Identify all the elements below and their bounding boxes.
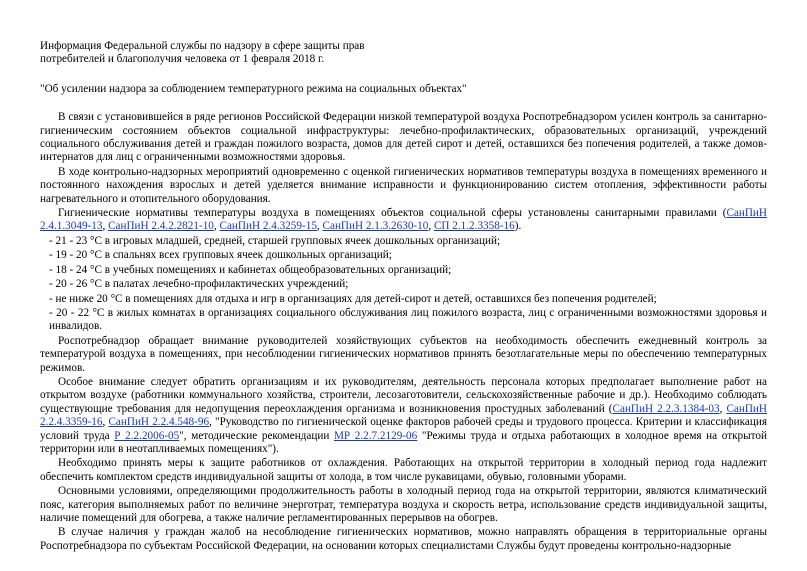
separator: , (213, 220, 220, 233)
paragraph-2: В ходе контрольно-надзорных мероприятий одновременно с оценкой гигиенических нормативов температуры воздуха в помещениях временного и постоянного нахождения взрослых и детей уделяется внимание исправности и функционированию систем отопления, эффективности работы нагревательного и отопительного оборудования. (40, 165, 767, 205)
link-r-2-2-2006-05[interactable]: Р 2.2.2006-05 (114, 429, 180, 442)
list-item: - 20 - 26 °С в палатах лечебно-профилактических учреждений; (49, 278, 349, 291)
document-title: "Об усилении надзора за соблюдением температурного режима на социальных объектах" (40, 82, 467, 95)
link-sp-2-1-2-3358-16[interactable]: СП 2.1.2.3358-16 (433, 220, 515, 233)
link-mr-2-2-7-2129-06[interactable]: МР 2.2.7.2129-06 (333, 429, 418, 442)
link-sanpin-2-2-3-1384-03[interactable]: СанПиН 2.2.3.1384-03 (612, 402, 720, 415)
paragraph-1: В связи с установившейся в ряде регионов Российской Федерации низкой температурой воздуха Роспотребнадзором усилен контроль за санитарно-гигиеническим состоянием объектов социальной инфраструктуры: лечебно-профилактических, образовательных организаций, учреждений социального обслуживания детей и граждан пожилого возраста, домов для детей сирот и детей, оставшихся без попечения родителей, а также домов-интернатов для лиц с ограниченными возможностями здоровья. (40, 111, 767, 164)
separator: , (719, 402, 727, 415)
list-item: - не ниже 20 °С в помещениях для отдыха и игр в организациях для детей-сирот и детей, оставшихся без попечения родителей; (49, 292, 657, 305)
paragraph-8: В случае наличия у граждан жалоб на несоблюдение гигиенических нормативов, можно направлять обращения в территориальные органы Роспотребнадзора по субъектам Российской Федерации, на основании которых специалистами Службы будут проведены контрольно-надзорные (40, 526, 767, 552)
link-sanpin-2-1-3-2630-10[interactable]: СанПиН 2.1.3.2630-10 (322, 220, 429, 233)
paragraph-4: Роспотребнадзор обращает внимание руководителей хозяйствующих субъектов на необходимость обеспечить ежедневный контроль за температурой воздуха в помещениях, при несоблюдении гигиенических нормативов принять безотлагательные меры по обеспечению температурных режимов. (40, 334, 767, 374)
temperature-norms-list (40, 235, 767, 334)
list-item: - 18 - 24 °С в учебных помещениях и кабинетах общеобразовательных организаций; (49, 263, 452, 276)
paragraph-5-text: Особое внимание следует обратить организациям и их руководителям, деятельность персонала которых предполагает выполнение работ на открытом воздухе (работники коммунального хозяйства, строители, лесозаготовители, сельскохозяйственные рабочие и др.). Необходимо соблюдать существующие требования для недопущения переохлаждения организма и возникновения простудных заболеваний ( (40, 375, 767, 415)
paragraph-3-text: Гигиенические нормативы температуры воздуха в помещениях объектов социальной сферы установлены санитарными правилами ( (58, 207, 727, 220)
paragraph-6: Необходимо принять меры к защите работников от охлаждения. Работающих на открытой территории в холодный период года надлежит обеспечить комплектом средств индивидуальной защиты от холода, в том числе рукавицами, обувью, головными уборами. (40, 457, 767, 483)
link-sanpin-2-4-2-2821-10[interactable]: СанПиН 2.4.2.2821-10 (108, 220, 214, 233)
paragraph-5 (40, 376, 767, 456)
header-line-2: потребителей и благополучия человека от 1 февраля 2018 г. (40, 53, 325, 66)
paragraph-3-end: ). (514, 220, 522, 233)
paragraph-5-end: "Режимы труда и отдыха работающих в холодное время на открытой территории или в неотапливаемых помещениях"). (40, 429, 767, 455)
separator: , (102, 220, 109, 233)
paragraph-3 (40, 207, 767, 234)
separator: , (102, 416, 109, 429)
paragraph-5-mid: , "Руководство по гигиенической оценке факторов рабочей среды и трудового процесса. Критерии и классификация условий труда (40, 416, 767, 442)
header-line-1: Информация Федеральной службы по надзору в сфере защиты прав (40, 40, 365, 52)
list-item: - 19 - 20 °С в спальнях всех групповых ячеек дошкольных организаций; (49, 249, 392, 262)
separator: , (428, 220, 434, 233)
link-sanpin-2-4-1-3049-13[interactable]: СанПиН 2.4.1.3049-13 (40, 207, 767, 233)
paragraph-7: Основными условиями, определяющими продолжительность работы в холодный период года на открытой территории, являются климатический пояс, категория выполняемых работ по величине энерготрат, температура воздуха и скорость ветра, использование средств индивидуальной защиты, наличие помещений для обогрева, а также наличие регламентированных перерывов на обогрев. (40, 485, 767, 524)
link-sanpin-2-2-4-3359-16[interactable]: СанПиН 2.2.4.3359-16 (40, 402, 767, 429)
paragraph-5-mid-2: ", методические рекомендации (179, 429, 334, 442)
link-sanpin-2-2-4-548-96[interactable]: СанПиН 2.2.4.548-96 (108, 416, 210, 429)
separator: , (316, 220, 323, 233)
document-header (40, 40, 767, 67)
document-body (40, 111, 767, 553)
link-sanpin-2-4-3259-15[interactable]: СанПиН 2.4.3259-15 (219, 220, 317, 233)
list-item: - 20 - 22 °С в жилых комнатах в организациях социального обслуживания лиц пожилого возраста, лиц с ограниченными возможностями здоровья и инвалидов. (49, 306, 767, 333)
list-item: - 21 - 23 °С в игровых младшей, средней, старшей групповых ячеек дошкольных организаций; (49, 234, 501, 247)
